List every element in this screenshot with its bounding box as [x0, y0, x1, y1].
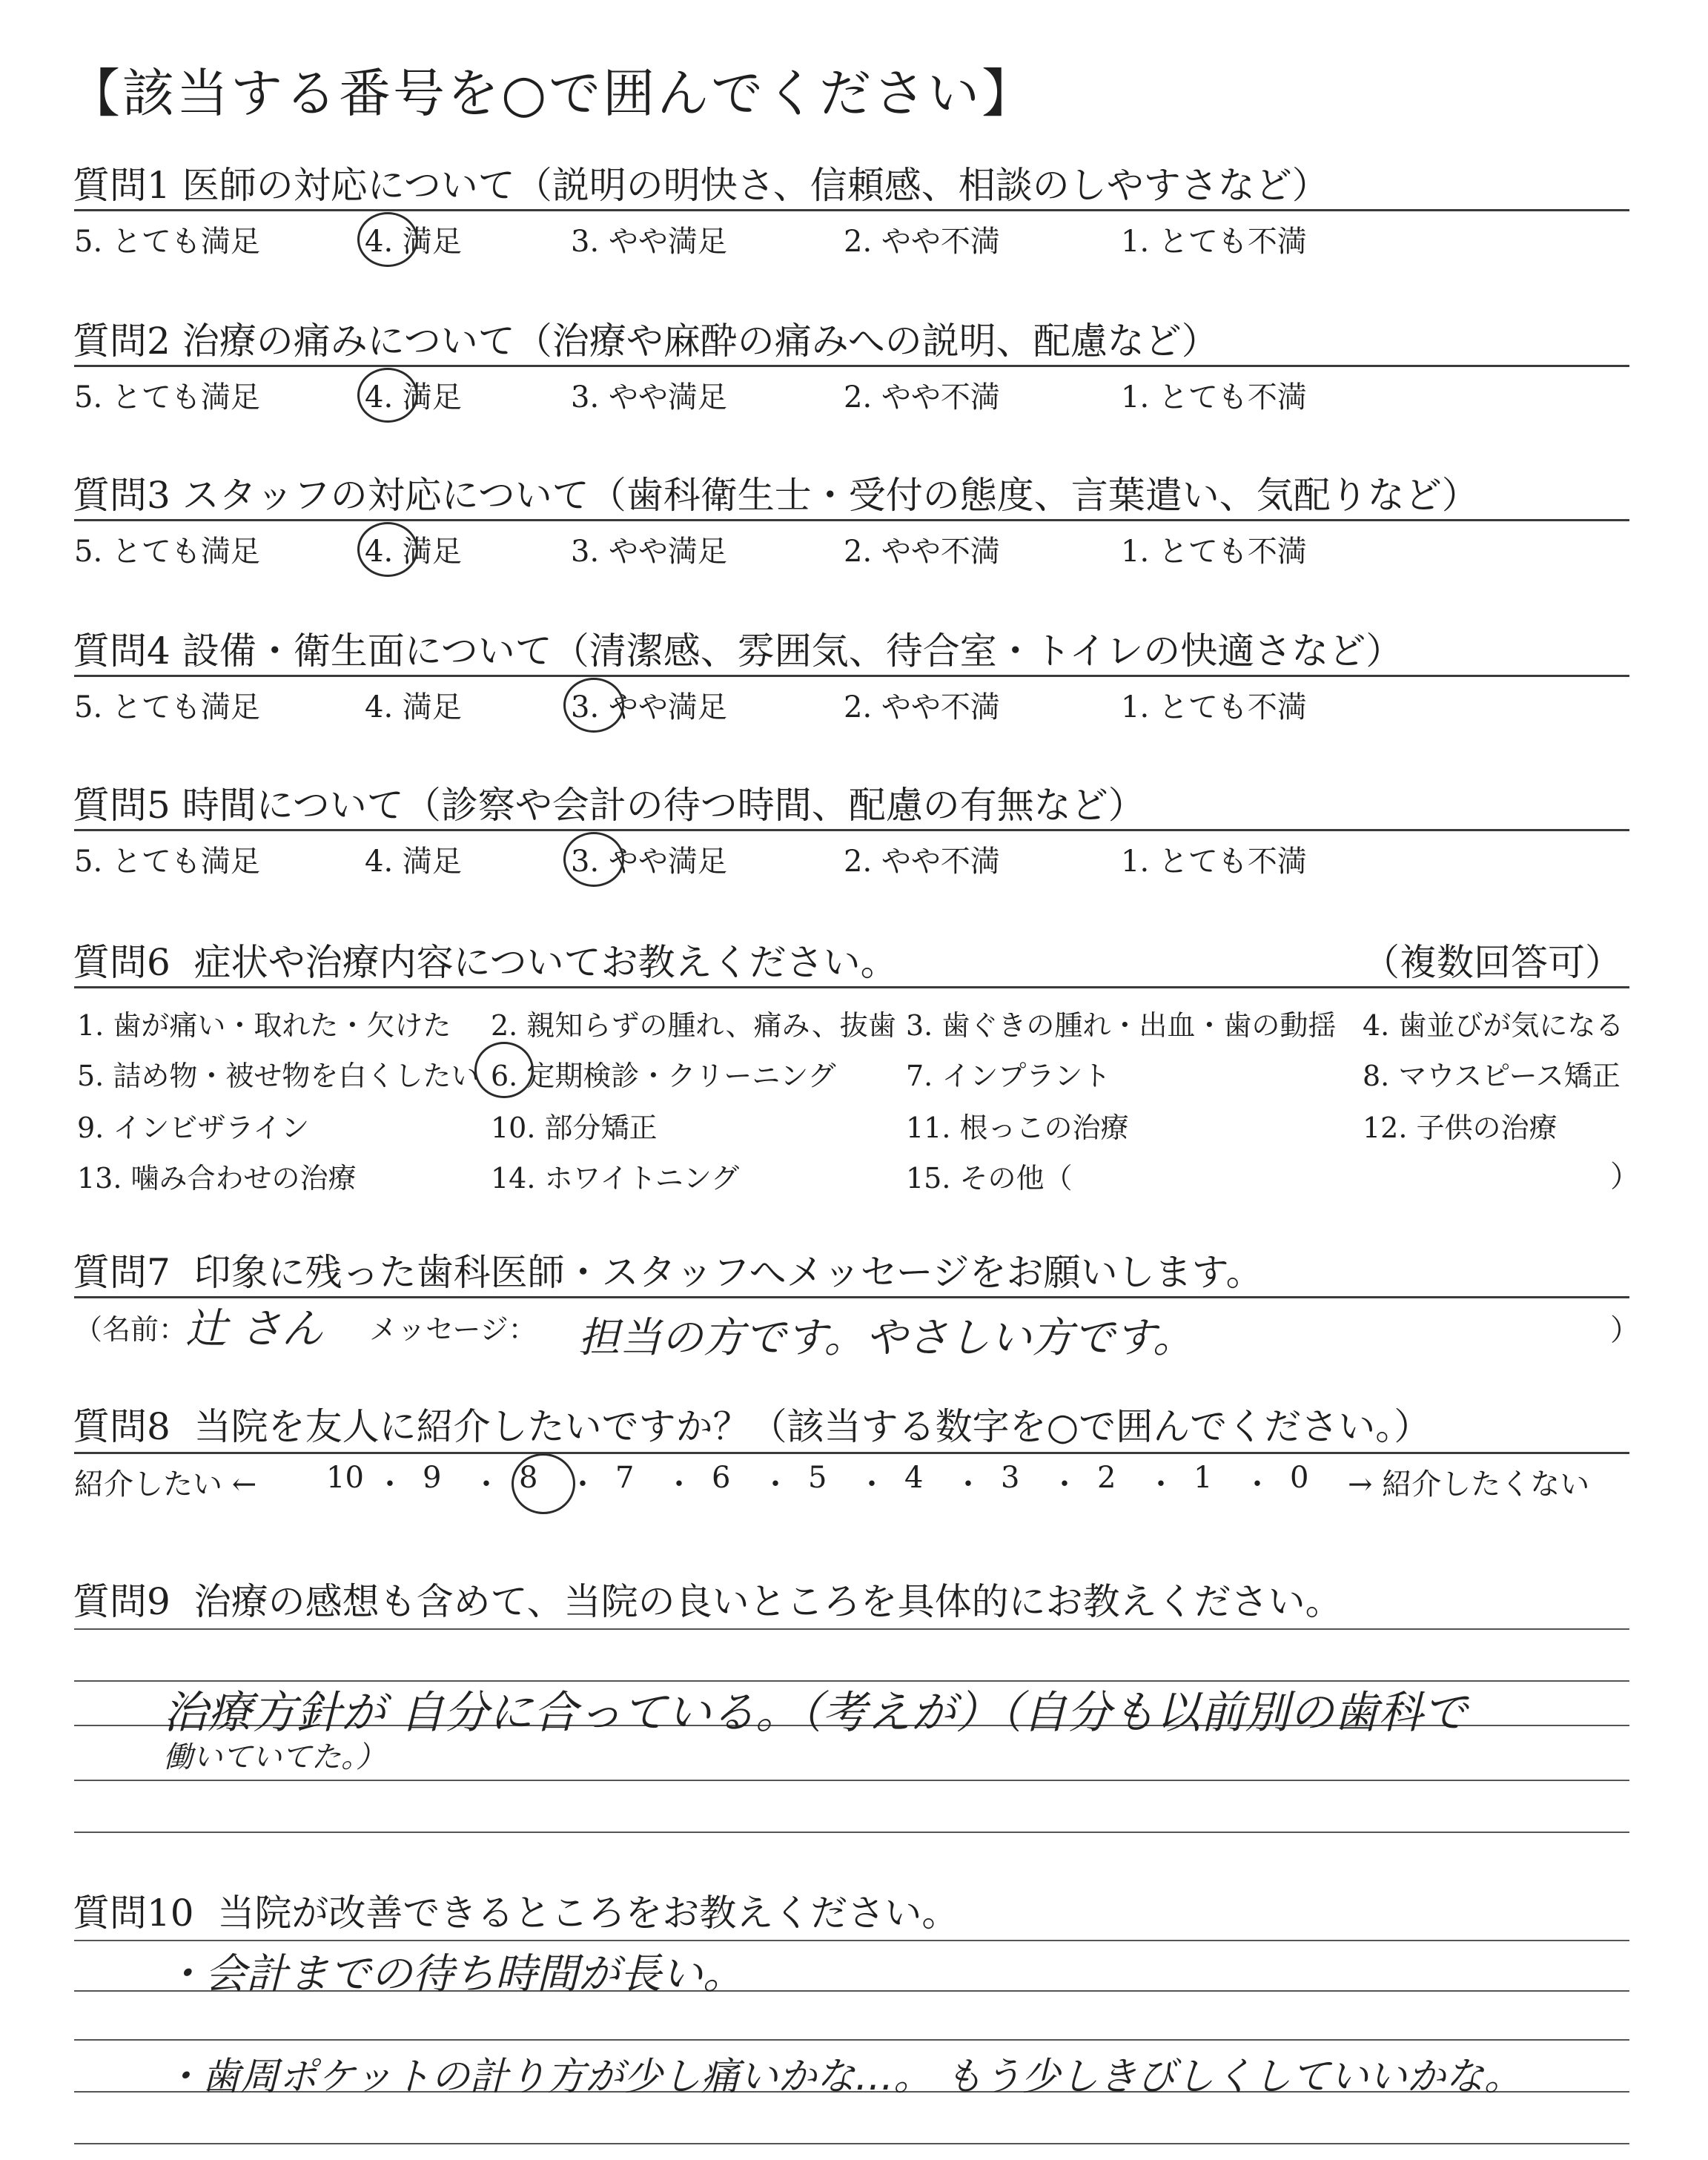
q3-selection-circle: [357, 522, 418, 577]
q8-dot-separator: ・: [664, 1467, 694, 1502]
q4-label: 質問4: [73, 630, 171, 673]
q2-option[interactable]: 1. とても不満: [1121, 380, 1307, 415]
q8-label: 質問8: [73, 1405, 171, 1448]
q6-text: 症状や治療内容についてお教えください。: [193, 941, 898, 984]
q2-label: 質問2: [73, 320, 171, 363]
q8-dot-separator: ・: [568, 1467, 598, 1502]
q4-option[interactable]: 3. やや満足: [571, 690, 727, 724]
q10-label: 質問10: [73, 1892, 194, 1935]
q8-number[interactable]: 7: [615, 1461, 635, 1495]
q4-heading: [73, 621, 1403, 675]
q8-dot-separator: ・: [375, 1467, 405, 1502]
q9-answer-line-2: 働いていてた。）: [163, 1740, 385, 1774]
q7-name-label: （名前：: [74, 1313, 188, 1346]
q8-text: 当院を友人に紹介したいですか？（該当する数字を○で囲んでください。）: [193, 1405, 1431, 1448]
q2-selection-circle: [357, 368, 418, 423]
q9-answer-line-1: 治療方針が 自分に合っている。（考えが）（自分も以前別の歯科で: [163, 1687, 1468, 1739]
q3-label: 質問3: [73, 474, 171, 517]
q6-option[interactable]: 15. その他（: [906, 1162, 1073, 1195]
q6-option[interactable]: 14. ホワイトニング: [491, 1162, 740, 1195]
q3-option[interactable]: 2. やや不満: [844, 535, 1000, 569]
q8-number[interactable]: 6: [712, 1461, 731, 1495]
q8-number[interactable]: 2: [1097, 1461, 1116, 1495]
q9-text: 治療の感想も含めて、当院の良いところを具体的にお教えください。: [193, 1580, 1343, 1623]
q5-label: 質問5: [73, 784, 171, 827]
q7-message-label: メッセージ：: [369, 1313, 537, 1346]
q8-right-label: → 紹介したくない: [1348, 1467, 1590, 1502]
q4-option[interactable]: 2. やや不満: [844, 690, 1000, 724]
q7-close-paren: ）: [1610, 1313, 1640, 1347]
q8-number[interactable]: 3: [1001, 1461, 1020, 1495]
q4-option[interactable]: 5. とても満足: [74, 690, 260, 724]
q4-text: 設備・衛生面について（清潔感、雰囲気、待合室・トイレの快適さなど）: [182, 630, 1403, 673]
q6-close-paren: ）: [1610, 1160, 1640, 1194]
q10-answer-line-2: ・歯周ポケットの計り方が少し痛いかな…。 もう少しきびしくしていいかな。: [163, 2055, 1523, 2099]
q3-option[interactable]: 4. 満足: [365, 535, 462, 569]
q2-option[interactable]: 5. とても満足: [74, 380, 260, 415]
q1-option[interactable]: 5. とても満足: [74, 225, 260, 259]
q3-option[interactable]: 5. とても満足: [74, 535, 260, 569]
q1-label: 質問1: [73, 164, 171, 207]
q6-option[interactable]: 3. 歯ぐきの腫れ・出血・歯の動揺: [906, 1009, 1337, 1042]
q6-option[interactable]: 1. 歯が痛い・取れた・欠けた: [77, 1009, 451, 1042]
q8-dot-separator: ・: [471, 1467, 501, 1502]
q8-dot-separator: ・: [857, 1467, 887, 1502]
page-title: 【該当する番号を○で囲んでください】: [68, 63, 1036, 124]
q8-number[interactable]: 8: [519, 1461, 538, 1495]
q6-option[interactable]: 8. マウスピース矯正: [1363, 1060, 1621, 1092]
q5-selection-circle: [563, 832, 624, 887]
q6-selection-circle: [474, 1042, 534, 1098]
q8-dot-separator: ・: [1050, 1467, 1079, 1502]
q7-message-value: 担当の方です。やさしい方です。: [578, 1314, 1195, 1362]
q6-option[interactable]: 9. インビザライン: [77, 1112, 310, 1144]
q3-option[interactable]: 1. とても不満: [1121, 535, 1307, 569]
q3-heading: [73, 466, 1479, 519]
q5-text: 時間について（診察や会計の待つ時間、配慮の有無など）: [182, 784, 1145, 827]
q1-option[interactable]: 4. 満足: [365, 225, 462, 259]
q6-option[interactable]: 13. 噛み合わせの治療: [77, 1162, 357, 1195]
q6-option[interactable]: 12. 子供の治療: [1363, 1112, 1558, 1144]
q7-label: 質問7: [73, 1251, 171, 1294]
q3-option[interactable]: 3. やや満足: [571, 535, 727, 569]
q9-label: 質問9: [73, 1580, 171, 1623]
q6-option[interactable]: 10. 部分矯正: [491, 1112, 658, 1144]
q2-text: 治療の痛みについて（治療や麻酔の痛みへの説明、配慮など）: [182, 320, 1219, 363]
q1-heading: [73, 156, 1329, 209]
q8-number[interactable]: 5: [808, 1461, 827, 1495]
q8-left-label: 紹介したい ←: [74, 1467, 257, 1502]
q6-label: 質問6: [73, 941, 171, 984]
q4-selection-circle: [563, 678, 624, 733]
q8-dot-separator: ・: [1242, 1467, 1272, 1502]
q2-heading: [73, 311, 1219, 365]
q2-option[interactable]: 2. やや不満: [844, 380, 1000, 415]
q8-number[interactable]: 0: [1290, 1461, 1309, 1495]
q5-option[interactable]: 5. とても満足: [74, 845, 260, 879]
q3-text: スタッフの対応について（歯科衛生士・受付の態度、言葉遣い、気配りなど）: [182, 474, 1479, 517]
q1-option[interactable]: 1. とても不満: [1121, 225, 1307, 259]
q8-dot-separator: ・: [761, 1467, 790, 1502]
q2-option[interactable]: 3. やや満足: [571, 380, 727, 415]
q4-option[interactable]: 1. とても不満: [1121, 690, 1307, 724]
q10-text: 当院が改善できるところをお教えください。: [217, 1892, 959, 1935]
q5-option[interactable]: 1. とても不満: [1121, 845, 1307, 879]
q8-selection-circle: [512, 1453, 575, 1514]
q1-option[interactable]: 3. やや満足: [571, 225, 727, 259]
q7-text: 印象に残った歯科医師・スタッフへメッセージをお願いします。: [193, 1251, 1263, 1294]
q6-option[interactable]: 4. 歯並びが気になる: [1363, 1009, 1624, 1042]
q5-heading: [73, 776, 1145, 829]
q1-option[interactable]: 2. やや不満: [844, 225, 1000, 259]
q9-heading: [73, 1572, 1343, 1625]
q8-dot-separator: ・: [1146, 1467, 1176, 1502]
q7-name-value: 辻 さん: [185, 1305, 323, 1353]
q8-dot-separator: ・: [953, 1467, 983, 1502]
q6-option[interactable]: 6. 定期検診・クリーニング: [491, 1060, 836, 1092]
q5-option[interactable]: 3. やや満足: [571, 845, 727, 879]
q8-number[interactable]: 4: [904, 1461, 924, 1495]
q4-option[interactable]: 4. 満足: [365, 690, 462, 724]
q6-option[interactable]: 5. 詰め物・被せ物を白くしたい: [77, 1060, 480, 1092]
q6-heading: [73, 933, 898, 986]
q8-number[interactable]: 10: [326, 1461, 364, 1495]
q2-option[interactable]: 4. 満足: [365, 380, 462, 415]
q10-heading: [73, 1883, 959, 1937]
q8-number[interactable]: 9: [423, 1461, 442, 1495]
q5-option[interactable]: 4. 満足: [365, 845, 462, 879]
q8-heading: [73, 1397, 1431, 1450]
q6-option[interactable]: 7. インプラント: [906, 1060, 1111, 1092]
q6-option[interactable]: 11. 根っこの治療: [906, 1112, 1129, 1144]
q6-note: （複数回答可）: [1363, 941, 1622, 984]
q5-option[interactable]: 2. やや不満: [844, 845, 1000, 879]
q10-answer-line-1: ・会計までの待ち時間が長い。: [163, 1950, 744, 1998]
q1-selection-circle: [357, 212, 418, 267]
q6-option[interactable]: 2. 親知らずの腫れ、痛み、抜歯: [491, 1009, 896, 1042]
q8-number[interactable]: 1: [1194, 1461, 1213, 1495]
q7-heading: [73, 1243, 1263, 1296]
q1-text: 医師の対応について（説明の明快さ、信頼感、相談のしやすさなど）: [182, 164, 1329, 207]
